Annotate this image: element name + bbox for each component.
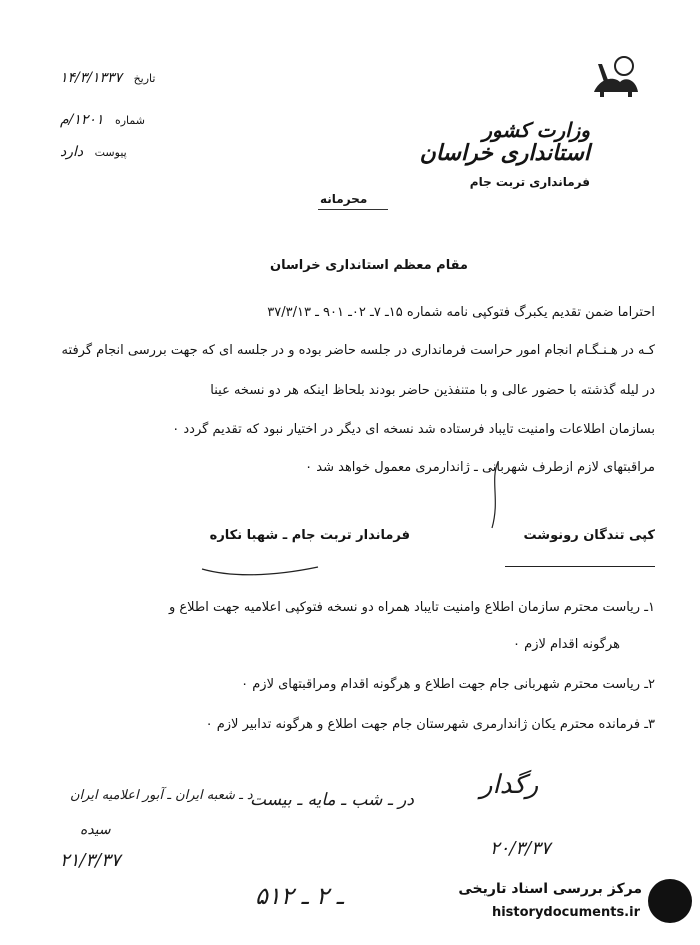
handwritten-note: د ـ شعبه ایران ـ آبور اعلامیه ایران: [70, 788, 253, 803]
ministry-name: وزارت کشور: [482, 118, 590, 142]
governor-signature-label: فرماندار تربت جام ـ شهبا نکاره: [209, 528, 410, 543]
attachment-label: پیوست: [94, 146, 127, 159]
addressee: مقام معظم استانداری خراسان: [270, 258, 468, 273]
body-line: کـه در هـنـگـام انجام امور حراست فرمانداری در جلسه حاضر بوده و در جلسه ای که جهت بررسی انجام گرفته: [61, 343, 655, 358]
lion-and-sun-emblem-icon: [590, 52, 642, 98]
governorship-name: استانداری خراسان: [419, 140, 590, 166]
classification-label: محرمانه: [320, 192, 368, 206]
archive-logo-icon: [648, 879, 692, 923]
number-label: شماره: [114, 114, 145, 127]
copy-line: ۱ـ ریاست محترم سازمان اطلاع وامنیت تایباد همراه دو نسخه فتوکپی اعلامیه جهت اطلاع و: [168, 600, 655, 615]
signature-stroke-icon: [200, 555, 320, 579]
body-line: احتراما ضمن تقدیم یکبرگ فتوکپی نامه شماره ۱۵ـ ۷ـ ۰۲ـ ۹۰۱ ـ ۳۷/۳/۱۳: [267, 305, 655, 320]
handwritten-note: در ـ شب ـ مایه ـ بیست: [250, 790, 414, 810]
copy-line: ۲ـ ریاست محترم شهربانی جام جهت اطلاع و هرگونه اقدام ومراقبتهای لازم ٠: [241, 677, 655, 692]
body-line: مراقبتهای لازم ازطرف شهربانی ـ ژاندارمری معمول خواهد شد ٠: [305, 460, 655, 475]
copy-recipients-heading: کپی تندگان رونوشت: [523, 528, 655, 543]
handwritten-mark-icon: [470, 460, 510, 530]
classification-underline: [318, 209, 388, 210]
attachment-value: دارد: [60, 144, 84, 160]
signature-rule: [505, 566, 655, 567]
watermark-title: مرکز بررسی اسناد تاریخی: [458, 881, 642, 897]
handwritten-date: ۲۰/۳/۳۷: [490, 838, 551, 859]
date-value: ۱۴/۳/۱۳۳۷: [60, 70, 123, 86]
date-label: تاریخ: [133, 72, 156, 85]
copy-line: هرگونه اقدام لازم ٠: [513, 637, 620, 652]
office-name: فرمانداری تربت جام: [469, 175, 590, 189]
handwritten-signature: سیده: [80, 822, 111, 838]
handwritten-date: ۲۱/۳/۳۷: [60, 850, 121, 871]
handwritten-number: ۵۱۲ ـ ۲ ـ: [255, 882, 344, 910]
attachment-field: [60, 144, 127, 160]
body-line: در لیله گذشته با حضور عالی و با متنفذین حاضر بودند بلحاظ اینکه هر دو نسخه عینا: [210, 383, 655, 398]
watermark-url: historydocuments.ir: [491, 905, 640, 920]
body-line: بسازمان اطلاعات وامنیت تایباد فرستاده شد نسخه ای دیگر در اختیار نبود که تقدیم گردد ٠: [172, 422, 655, 437]
date-field: [60, 70, 155, 86]
archive-watermark: [432, 875, 692, 937]
handwritten-signature: رگدار: [480, 770, 539, 800]
copy-line: ۳ـ فرمانده محترم یکان ژاندارمری شهرستان جام جهت اطلاع و هرگونه تدابیر لازم ٠: [205, 717, 655, 732]
number-value: ۱۲۰۱/م: [60, 112, 104, 128]
number-field: [60, 112, 145, 128]
